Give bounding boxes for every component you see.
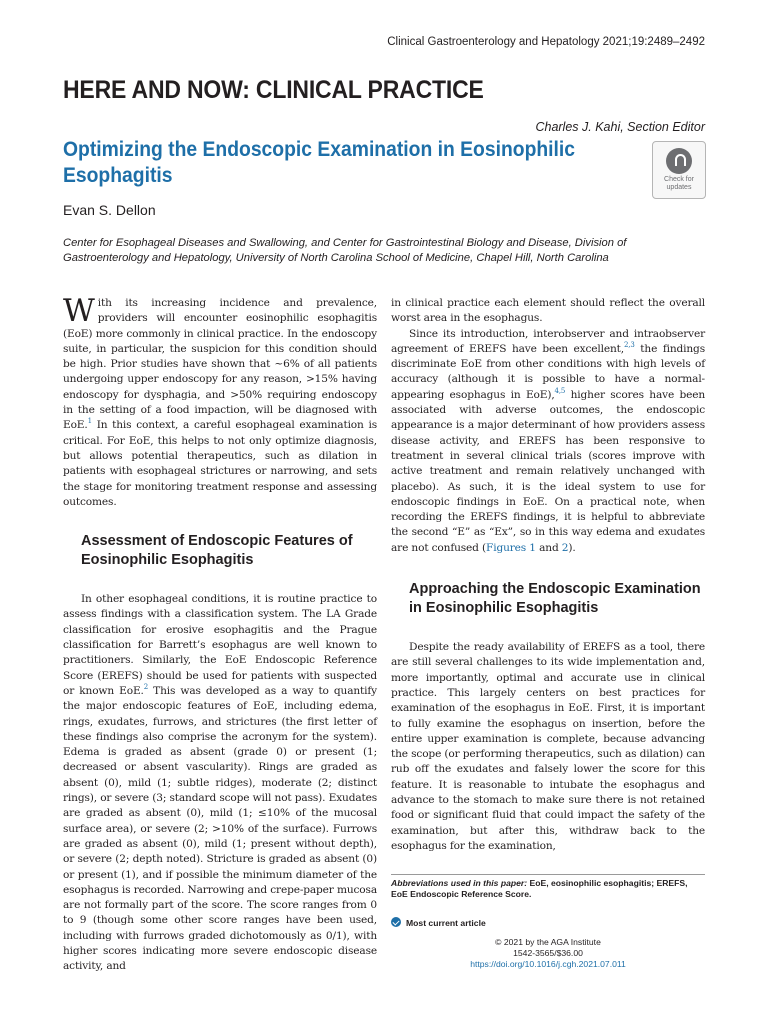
article-title: Optimizing the Endoscopic Examination in Eosinophilic Esophagitis: [63, 138, 576, 187]
check-for-updates-badge[interactable]: [652, 141, 706, 199]
copyright-line: © 2021 by the AGA Institute: [495, 937, 601, 947]
section-heading: Approaching the Endoscopic Examination in Eosinophilic Esophagitis: [409, 581, 701, 617]
copyright-block: [391, 937, 705, 970]
body-text-cont: higher scores have been associated with adverse outcomes, the endoscopic appearance is a major determinant of how providers assess disease activity, and EREFS has been responsive to treatment in several clinical trials (scores improve with active treatment and remain relatively unchanged with placebo). As such, it is the ideal system to use for endoscopic findings in EoE. On a practical note, when recording the EREFS findings, it is helpful to abbreviate the second “E” as “Ex”, so in this way edema and exudates are not confused (: [391, 388, 705, 554]
footnote-divider: [391, 874, 705, 875]
doi-link[interactable]: https://doi.org/10.1016/j.cgh.2021.07.011: [470, 959, 626, 969]
most-current-label: Most current article: [406, 918, 486, 928]
footnote-text: EoE, eosinophilic esophagitis; EREFS, EoE Endoscopic Reference Score.: [391, 878, 688, 899]
drop-cap: W: [63, 293, 95, 329]
body-text: Since its introduction, interobserver and intraobserver agreement of EREFS have been excellent,: [391, 327, 705, 355]
body-paragraph: in clinical practice each element should reflect the overall worst area in the esophagus.: [391, 297, 705, 325]
left-column: [63, 293, 377, 975]
section-heading: Assessment of Endoscopic Features of Eosinophilic Esophagitis: [81, 533, 353, 569]
intro-text: ith its increasing incidence and prevalence, providers will encounter eosinophilic esophagitis (EoE) more commonly in clinical practice. In the endoscopy suite, in particular, the suspicion for this condition should be high. Prior studies have shown that ~6% of all patients undergoing upper endoscopy for any reason, >15% having endoscopy for dysphagia, and >50% requiring endoscopy in the setting of a food impaction, will be diagnosed with EoE.: [63, 297, 377, 432]
bookmark-icon: [666, 148, 692, 174]
intro-paragraph: [63, 293, 377, 510]
badge-line-1: Check for: [664, 176, 694, 183]
body-text-cont: the findings discriminate EoE from other conditions with high levels of accuracy (although it is possible to have a normal-appearing esophagus in EoE),: [391, 342, 705, 401]
citation-link[interactable]: 2,3: [623, 340, 635, 349]
body-text-cont: This was developed as a way to quantify the major endoscopic features of EoE, including edema, rings, exudates, furrows, and strictures (the first letter of these findings also comprise the acronym for the system). Edema is graded as absent (grade 0) or present (1; decreased or absent vascularity). Rings are graded as absent (0), mild (1; subtle ridges), moderate (2; distinct rings), or severe (3; standard scope will not pass). Exudates are graded as absent (0), mild (1; ≤10% of the mucosal surface area), or severe (2; >10% of the surface). Furrows are graded as absent (0), mild (1; present without depth), or severe (2; depth noted). Stricture is graded as absent (0) or present (1), and if possible the minimum diameter of the esophagus is recorded. Narrowing and crepe-paper mucosa are not formally part of the score. The score ranges from 0 to 9 (though some other score ranges have been used, including with furrows graded dichotomously as 0/1), with higher scores indicating more severe endoscopic disease activity, and: [63, 684, 377, 973]
intro-text-cont: In this context, a careful esophageal examination is critical. For EoE, this helps to not only optimize diagnosis, but allows potential therapeutics, such as dilation in patients with esophageal strictures or narrowing, and sets the stage for monitoring treatment response and assessing outcomes.: [63, 419, 377, 508]
body-text-cont: and: [535, 541, 562, 554]
most-current-article[interactable]: [391, 917, 486, 928]
badge-line-2: updates: [666, 184, 692, 191]
section-editor: Charles J. Kahi, Section Editor: [535, 120, 705, 134]
citation-link[interactable]: 1: [87, 417, 92, 426]
citation-link[interactable]: 2: [143, 682, 149, 691]
citation-link[interactable]: 4,5: [554, 386, 566, 395]
journal-reference: Clinical Gastroenterology and Hepatology 2021;19:2489–2492: [387, 36, 705, 48]
author-name: Evan S. Dellon: [63, 202, 156, 218]
body-text: In other esophageal conditions, it is routine practice to assess findings with a classification system. The LA Grade classification for erosive esophagitis and the Prague classification for Barrett’s esophagus are well known to practitioners. Similarly, the EoE Endoscopic Reference Score (EREFS) should be used for patients with suspected or known EoE.: [63, 593, 377, 697]
checkmark-icon: [391, 917, 401, 927]
figure-link[interactable]: 2: [561, 541, 569, 554]
issn-line: 1542-3565/$36.00: [513, 948, 583, 958]
body-paragraph: [63, 592, 377, 974]
body-paragraph: Despite the ready availability of EREFS as a tool, there are still several challenges to its wide implementation and, more importantly, optimal and accurate use in clinical practice. This largely centers on best practices for examination of the esophagus in EoE. First, it is important to fully examine the esophagus on insertion, before the entire upper examination is complete, because advancing the scope (or performing therapeutics, such as dilation) can rub off the exudates and falsely lower the score for this feature. It is reasonable to intubate the esophagus and advance to the stomach to make sure there is not retained food or significant fluid that could impact the safety of the examination, but after this, withdraw back to the esophagus for the examination,: [391, 641, 705, 852]
body-paragraph: [391, 327, 705, 556]
body-text-cont: ).: [568, 541, 576, 554]
section-header: HERE AND NOW: CLINICAL PRACTICE: [63, 76, 484, 104]
footnote-label: Abbreviations used in this paper:: [391, 878, 528, 888]
figure-link[interactable]: Figures 1: [486, 541, 536, 554]
right-column: [391, 296, 705, 854]
author-affiliation: Center for Esophageal Diseases and Swallowing, and Center for Gastrointestinal Biology and Disease, Division of Gastroenterology and Hepatology, University of North Carolina School of Medicine, Chapel Hill, North Carolina: [63, 237, 627, 264]
abbreviations-footnote: [391, 878, 705, 900]
